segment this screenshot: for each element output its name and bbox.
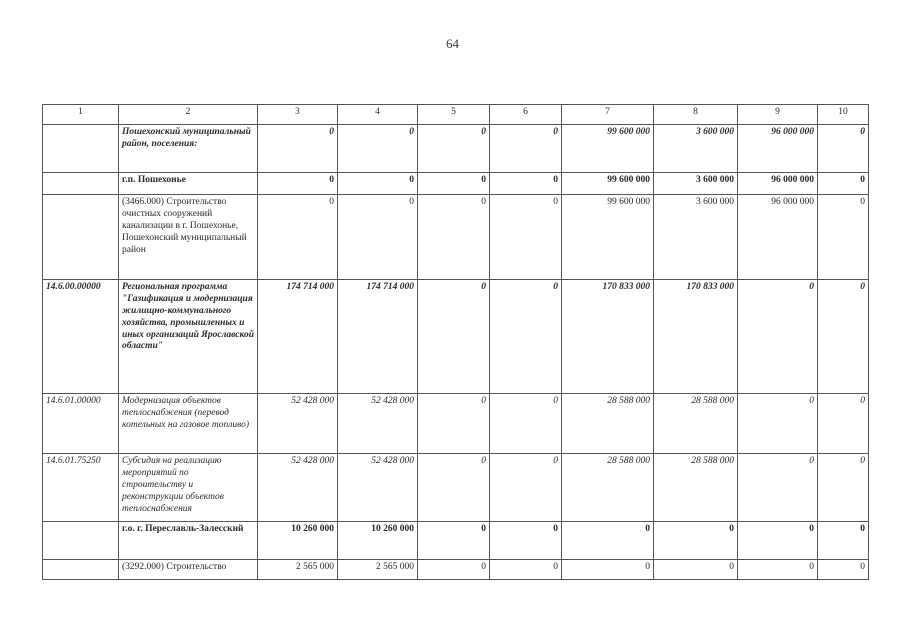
code-cell [43,125,119,173]
value-cell: 170 833 000 [654,280,738,394]
column-header: 2 [119,105,258,125]
value-cell: 0 [418,280,490,394]
value-cell: 2 565 000 [258,560,338,580]
table-row [43,394,869,454]
code-cell [43,522,119,560]
value-cell: 0 [490,125,562,173]
value-cell: 0 [490,173,562,195]
value-cell: 52 428 000 [258,454,338,522]
value-cell: 0 [490,454,562,522]
column-header: 6 [490,105,562,125]
value-cell: 0 [818,125,869,173]
value-cell: 0 [562,522,654,560]
code-cell: 14.6.01.75250 [43,454,119,522]
value-cell: 0 [654,522,738,560]
value-cell: 174 714 000 [258,280,338,394]
column-header: 3 [258,105,338,125]
value-cell: 52 428 000 [258,394,338,454]
budget-table [42,104,869,580]
value-cell: 0 [418,522,490,560]
column-header-row [43,105,869,125]
value-cell: 0 [738,560,818,580]
value-cell: 0 [418,560,490,580]
code-cell [43,560,119,580]
value-cell: 0 [738,454,818,522]
code-cell: 14.6.00.00000 [43,280,119,394]
code-cell: 14.6.01.00000 [43,394,119,454]
column-header: 8 [654,105,738,125]
name-cell: (3292.000) Строительство [119,560,258,580]
value-cell: 0 [818,522,869,560]
value-cell: 99 600 000 [562,195,654,280]
value-cell: 28 588 000 [562,454,654,522]
value-cell: 0 [338,195,418,280]
value-cell: 10 260 000 [338,522,418,560]
value-cell: 0 [418,394,490,454]
value-cell: 0 [818,173,869,195]
table-row [43,125,869,173]
value-cell: 0 [562,560,654,580]
value-cell: 96 000 000 [738,125,818,173]
name-cell: Модернизация объектов теплоснабжения (перевод котельных на газовое топливо) [119,394,258,454]
value-cell: 0 [258,173,338,195]
value-cell: 0 [818,394,869,454]
value-cell: 3 600 000 [654,173,738,195]
value-cell: 96 000 000 [738,173,818,195]
column-header: 4 [338,105,418,125]
value-cell: 0 [738,280,818,394]
table-row [43,173,869,195]
column-header: 5 [418,105,490,125]
value-cell: 0 [738,522,818,560]
value-cell: 0 [418,125,490,173]
value-cell: 0 [818,560,869,580]
value-cell: 2 565 000 [338,560,418,580]
table-row [43,195,869,280]
value-cell: 3 600 000 [654,125,738,173]
table-row [43,522,869,560]
table-row [43,454,869,522]
value-cell: 96 000 000 [738,195,818,280]
value-cell: 10 260 000 [258,522,338,560]
column-header: 1 [43,105,119,125]
value-cell: 52 428 000 [338,454,418,522]
table-row [43,560,869,580]
value-cell: 0 [818,280,869,394]
column-header: 9 [738,105,818,125]
page-number: 64 [446,36,459,51]
value-cell: 52 428 000 [338,394,418,454]
name-cell: Региональная программа "Газификация и модернизация жилищно-коммунального хозяйства, промышленных и иных организаций Ярославской области" [119,280,258,394]
column-header: 10 [818,105,869,125]
code-cell [43,195,119,280]
value-cell: 0 [338,173,418,195]
value-cell: 0 [258,125,338,173]
value-cell: 0 [490,560,562,580]
value-cell: 0 [818,454,869,522]
value-cell: 0 [338,125,418,173]
value-cell: 0 [818,195,869,280]
value-cell: 0 [418,173,490,195]
value-cell: 28 588 000 [654,454,738,522]
value-cell: 0 [738,394,818,454]
value-cell: 0 [258,195,338,280]
value-cell: 99 600 000 [562,173,654,195]
name-cell: г.о. г. Переславль-Залесский [119,522,258,560]
name-cell: (3466.000) Строительство очистных сооружений канализации в г. Пошехонье, Пошехонский муниципальный район [119,195,258,280]
value-cell: 174 714 000 [338,280,418,394]
value-cell: 0 [490,195,562,280]
value-cell: 0 [490,280,562,394]
value-cell: 0 [418,454,490,522]
value-cell: 0 [490,394,562,454]
table-row [43,280,869,394]
value-cell: 3 600 000 [654,195,738,280]
code-cell [43,173,119,195]
name-cell: г.п. Пошехонье [119,173,258,195]
value-cell: 0 [418,195,490,280]
value-cell: 28 588 000 [654,394,738,454]
value-cell: 0 [490,522,562,560]
value-cell: 0 [654,560,738,580]
column-header: 7 [562,105,654,125]
value-cell: 28 588 000 [562,394,654,454]
name-cell: Пошехонский муниципальный район, поселения: [119,125,258,173]
value-cell: 170 833 000 [562,280,654,394]
value-cell: 99 600 000 [562,125,654,173]
name-cell: Субсидия на реализацию мероприятий по строительству и реконструкции объектов теплоснабжения [119,454,258,522]
